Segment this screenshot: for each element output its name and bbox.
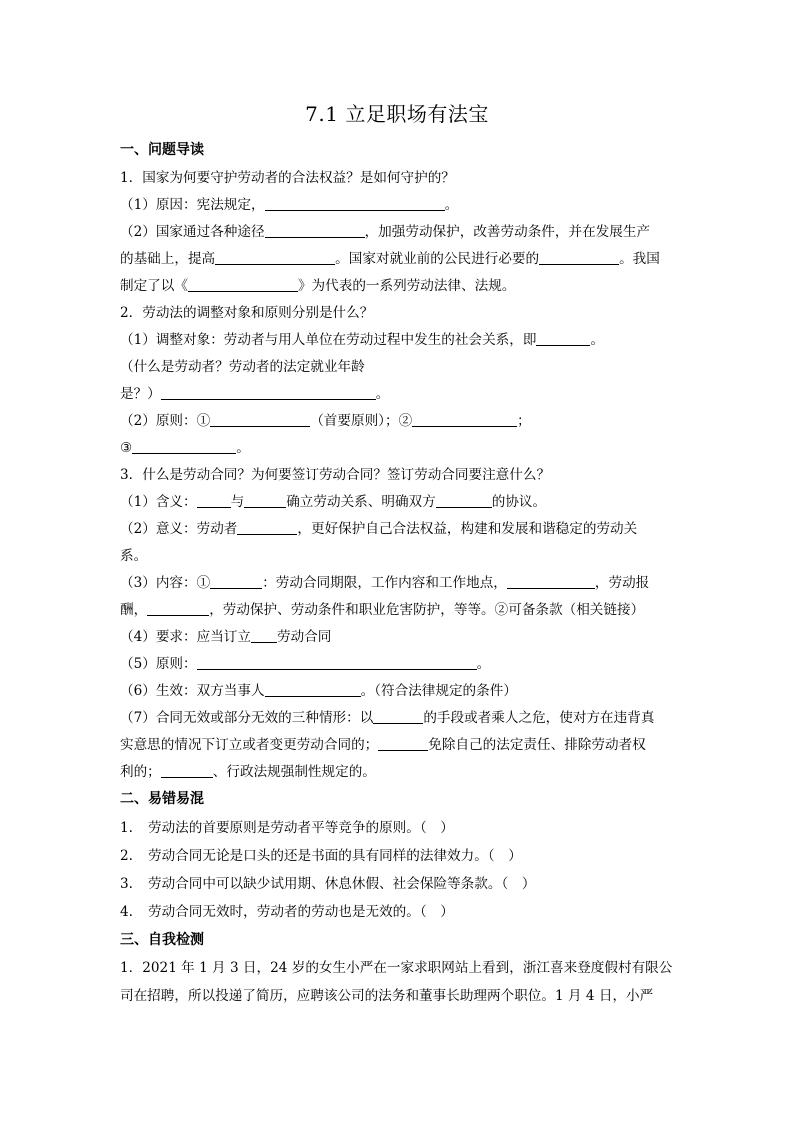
question-3: 3．什么是劳动合同？为何要签订劳动合同？签订劳动合同要注意什么？ (120, 467, 551, 483)
answer-blank[interactable] (132, 439, 236, 454)
q2-line-4: （2）原则：① （首要原则）；② ； (120, 413, 531, 429)
answer-blank[interactable] (237, 520, 297, 535)
answer-blank[interactable] (378, 736, 428, 751)
q1-line-2: （2）国家通过各种途径 ，加强劳动保护，改善劳动条件，并在发展生产 (120, 224, 651, 240)
answer-blank[interactable] (436, 493, 492, 508)
answer-blank[interactable] (244, 493, 286, 508)
paragraph-line: 1．2021 年 1 月 3 日，24 岁的女生小严在一家求职网站上看到，浙江喜来登度假村有限公 (120, 960, 673, 976)
q3-line-5: 酬， ，劳动保护、劳动条件和职业危害防护，等等。②可备条款（相关链接） (120, 602, 645, 618)
answer-blank[interactable] (507, 574, 595, 589)
q1-line-3: 的基础上，提高 。国家对就业前的公民进行必要的 。我国 (120, 251, 660, 267)
q3-line-9: （7）合同无效或部分无效的三种情形：以 的手段或者乘人之危，使对方在违背真 (120, 710, 655, 726)
page-title: 7.1 立足职场有法宝 (305, 102, 489, 126)
answer-blank[interactable] (210, 574, 262, 589)
section-heading-2: 二、易错易混 (120, 791, 204, 807)
paragraph-line: 司在招聘，所以投递了简历，应聘该公司的法务和董事长助理两个职位。1 月 4 日，小严 (120, 988, 654, 1004)
list-item: 1. 劳动法的首要原则是劳动者平等竞争的原则。（ ） (120, 820, 454, 836)
q1-line-1: （1）原因：宪法规定， 。 (120, 197, 459, 213)
q2-line-5: ③ 。 (120, 440, 250, 456)
answer-blank[interactable] (265, 223, 365, 238)
q3-line-4: （3）内容：① ：劳动合同期限，工作内容和工作地点， ，劳动报 (120, 575, 650, 591)
question-2: 2．劳动法的调整对象和原则分别是什么？ (120, 305, 374, 321)
section-heading-1: 一、问题导读 (120, 142, 204, 158)
q3-line-6: （4）要求：应当订立 劳动合同 (120, 629, 332, 645)
q3-line-11: 利的； 、行政法规强制性规定的。 (120, 764, 376, 780)
q2-line-1: （1）调整对象：劳动者与用人单位在劳动过程中发生的社会关系，即 。 (120, 332, 605, 348)
answer-blank[interactable] (161, 763, 213, 778)
q3-line-3: 系。 (120, 548, 148, 564)
q3-line-2: （2）意义：劳动者 ，更好保护自己合法权益，构建和发展和谐稳定的劳动关 (120, 521, 638, 537)
answer-blank[interactable] (536, 331, 590, 346)
answer-blank[interactable] (197, 493, 231, 508)
answer-blank[interactable] (265, 682, 361, 697)
q2-line-3: 是？） 。 (120, 386, 390, 402)
q2-line-2: （什么是劳动者？劳动者的法定就业年龄 (120, 359, 365, 375)
answer-blank[interactable] (412, 412, 517, 427)
answer-blank[interactable] (215, 250, 335, 265)
q3-line-1: （1）含义： 与 确立劳动关系、明确双方 的协议。 (120, 494, 547, 510)
q3-line-7: （5）原则： 。 (120, 656, 491, 672)
answer-blank[interactable] (265, 196, 445, 211)
answer-blank[interactable] (161, 385, 376, 400)
answer-blank[interactable] (373, 709, 423, 724)
section-heading-3: 三、自我检测 (120, 932, 204, 948)
list-item: 2. 劳动合同无论是口头的还是书面的具有同样的法律效力。（ ） (120, 848, 522, 864)
list-item: 4. 劳动合同无效时，劳动者的劳动也是无效的。（ ） (120, 904, 454, 920)
answer-blank[interactable] (188, 277, 298, 292)
answer-blank[interactable] (197, 655, 477, 670)
question-1: 1．国家为何要守护劳动者的合法权益？是如何守护的？ (120, 170, 455, 186)
answer-blank[interactable] (539, 250, 619, 265)
q3-line-10: 实意思的情况下订立或者变更劳动合同的； 免除自己的法定责任、排除劳动者权 (120, 737, 646, 753)
answer-blank[interactable] (147, 601, 209, 616)
answer-blank[interactable] (251, 628, 277, 643)
q1-line-4: 制定了以《 》为代表的一系列劳动法律、法规。 (120, 278, 516, 294)
list-item: 3. 劳动合同中可以缺少试用期、休息休假、社会保险等条款。（ ） (120, 876, 536, 892)
answer-blank[interactable] (210, 412, 310, 427)
q3-line-8: （6）生效：双方当事人 。（符合法律规定的条件） (120, 683, 517, 699)
